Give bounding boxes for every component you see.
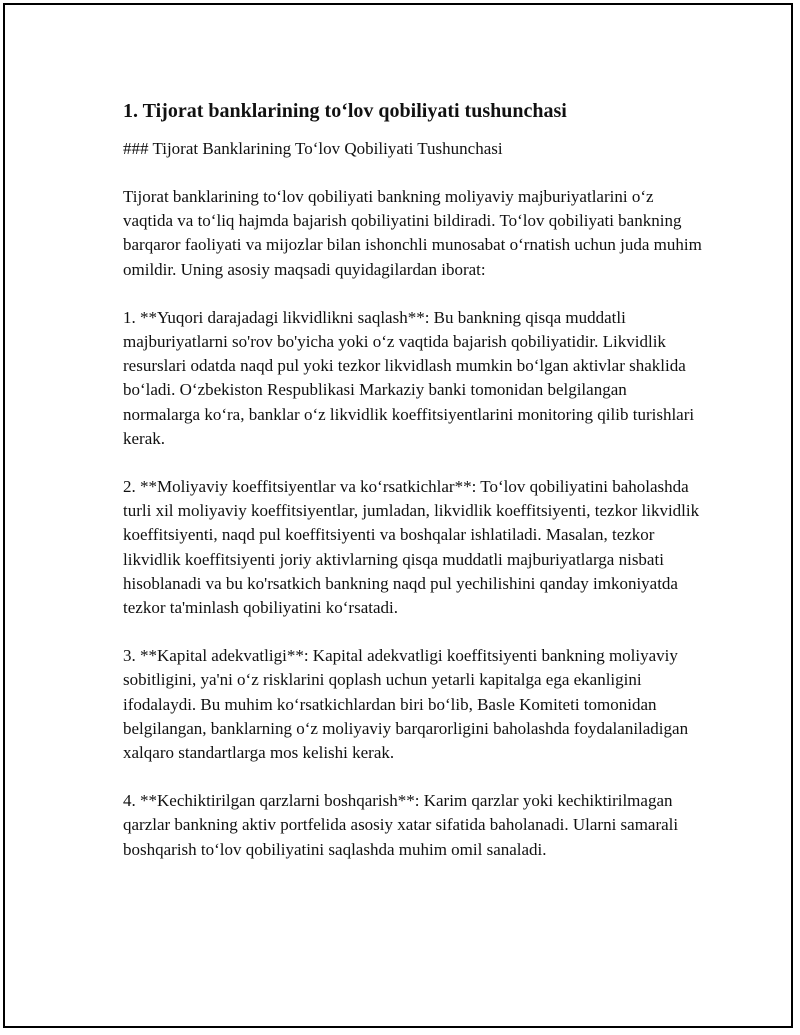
document-body <box>123 97 703 886</box>
intro-paragraph: Tijorat banklarining to‘lov qobiliyati bankning moliyaviy majburiyatlarini o‘z vaqtida va to‘liq hajmda bajarish qobiliyatini bildiradi. To‘lov qobiliyati bankning barqaror faoliyati va mijozlar bilan ishonchli munosabat o‘rnatish uchun juda muhim omildir. Uning asosiy maqsadi quyidagilardan iborat: <box>123 187 702 279</box>
markdown-subheading: ### Tijorat Banklarining To‘lov Qobiliyati Tushunchasi <box>123 139 503 158</box>
list-item-capital-adequacy: 3. **Kapital adekvatligi**: Kapital adekvatligi koeffitsiyenti bankning moliyaviy sobitligini, ya'ni o‘z risklarini qoplash uchun yetarli kapitalga ega ekanligini ifodalaydi. Bu muhim ko‘rsatkichlardan biri bo‘lib, Basle Komiteti tomonidan belgilangan, banklarning o‘z moliyaviy barqarorligini baholashda foydalaniladigan xalqaro standartlarga mos kelishi kerak. <box>123 646 689 763</box>
page-frame <box>3 3 793 1028</box>
document-title: 1. Tijorat banklarining to‘lov qobiliyati tushunchasi <box>123 100 567 122</box>
list-item-liquidity: 1. **Yuqori darajadagi likvidlikni saqlash**: Bu bankning qisqa muddatli majburiyatlarni so'rov bo'yicha yoki o‘z vaqtida bajarish qobiliyatidir. Likvidlik resurslari odatda naqd pul yoki tezkor likvidlash mumkin bo‘lgan aktivlar shaklida bo‘ladi. O‘zbekiston Respublikasi Markaziy banki tomonidan belgilangan normalarga ko‘ra, banklar o‘z likvidlik koeffitsiyentlarini monitoring qilib turishlari kerak. <box>123 307 695 448</box>
list-item-overdue-loans: 4. **Kechiktirilgan qarzlarni boshqarish**: Karim qarzlar yoki kechiktirilmagan qarzlar bankning aktiv portfelida asosiy xatar sifatida baholanadi. Ularni samarali boshqarish to‘lov qobiliyatini saqlashda muhim omil sanaladi. <box>123 791 679 859</box>
list-item-financial-ratios: 2. **Moliyaviy koeffitsiyentlar va ko‘rsatkichlar**: To‘lov qobiliyatini baholashda turli xil moliyaviy koeffitsiyentlar, jumladan, likvidlik koeffitsiyenti, tezkor likvidlik koeffitsiyenti, naqd pul koeffitsiyenti va boshqalar ishlatiladi. Masalan, tezkor likvidlik koeffitsiyenti joriy aktivlarning qisqa muddatli majburiyatlarga nisbati hisoblanadi va bu ko'rsatkich bankning naqd pul yechilishini qanday imkoniyatda tezkor ta'minlash qobiliyatini ko‘rsatadi. <box>123 477 700 618</box>
